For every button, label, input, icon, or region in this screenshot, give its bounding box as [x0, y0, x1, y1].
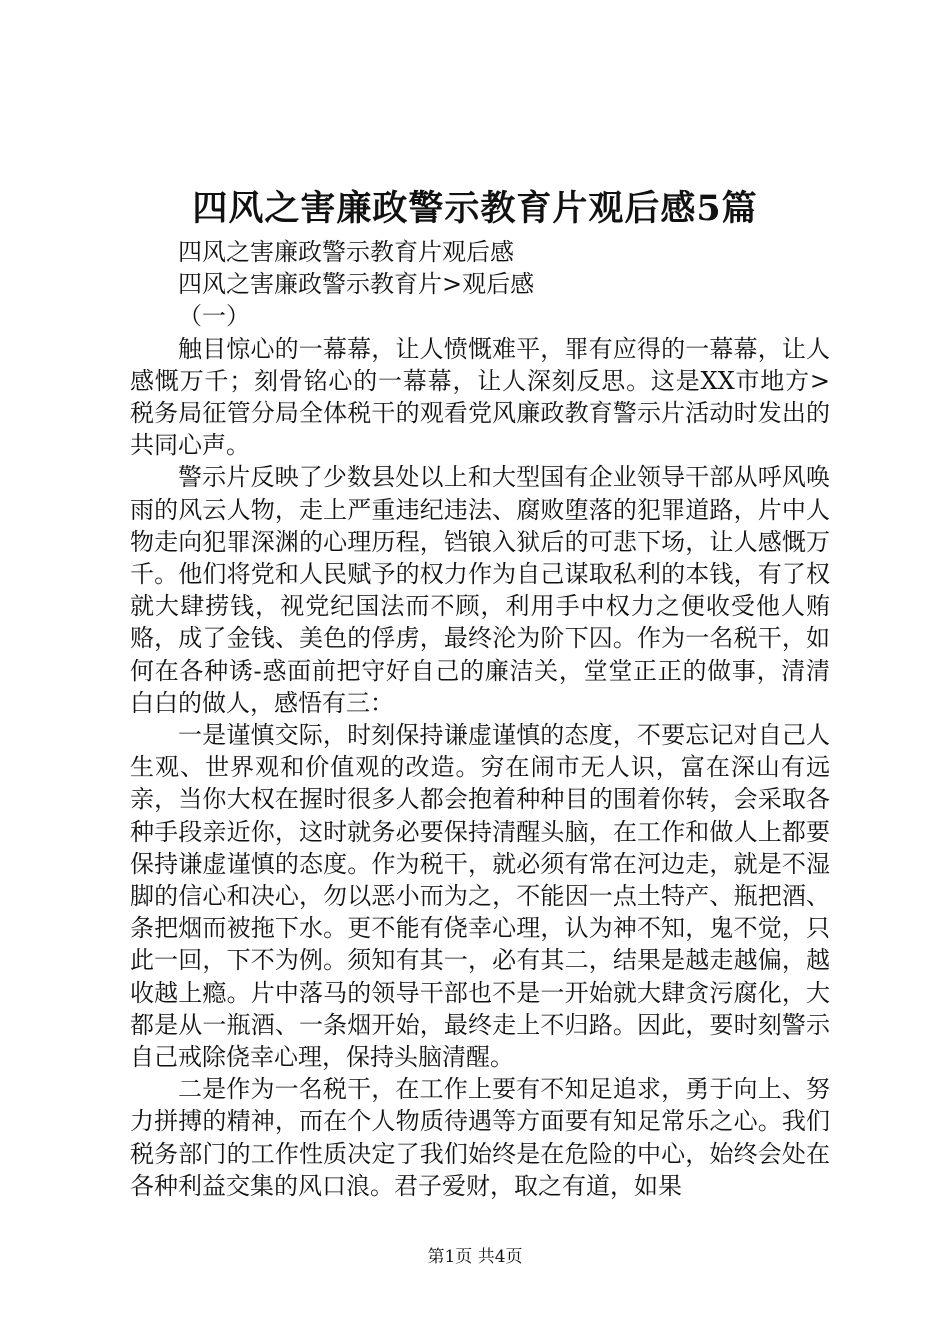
paragraph: 警示片反映了少数县处以上和大型国有企业领导干部从呼风唤雨的风云人物，走上严重违纪违法、腐败堕落的犯罪道路，片中人物走向犯罪深渊的心理历程，铛锒入狱后的可悲下场，让人感慨万千。他们将党和人民赋予的权力作为自己谋取私利的本钱，有了权就大肆捞钱，视党纪国法而不顾，利用手中权力之便收受他人贿赂，成了金钱、美色的俘虏，最终沦为阶下囚。作为一名税干，如何在各种诱-惑面前把守好自己的廉洁关，堂堂正正的做事，清清白白的做人，感悟有三：	[130, 463, 830, 717]
paragraph: 二是作为一名税干，在工作上要有不知足追求，勇于向上、努力拼搏的精神，而在个人物质待遇等方面要有知足常乐之心。我们税务部门的工作性质决定了我们始终是在危险的中心，始终会处在各种利益交集的风口浪。君子爱财，取之有道，如果	[130, 1075, 830, 1200]
paragraph: 一是谨慎交际，时刻保持谦虚谨慎的态度，不要忘记对自己人生观、世界观和价值观的改造。穷在闹市无人识，富在深山有远亲，当你大权在握时很多人都会抱着种种目的围着你转，会采取各种手段亲近你，这时就务必要保持清醒头脑，在工作和做人上都要保持谦虚谨慎的态度。作为税干，就必须有常在河边走，就是不湿脚的信心和决心，勿以恶小而为之，不能因一点土特产、瓶把酒、条把烟而被拖下水。更不能有侥幸心理，认为神不知，鬼不觉，只此一回，下不为例。须知有其一，必有其二，结果是越走越偏，越收越上瘾。片中落马的领导干部也不是一开始就大肆贪污腐化，大都是从一瓶酒、一条烟开始，最终走上不归路。因此，要时刻警示自己戒除侥幸心理，保持头脑清醒。	[130, 721, 830, 1072]
section-label: （一）	[178, 302, 250, 331]
document-title: 四风之害廉政警示教育片观后感5篇	[192, 188, 758, 229]
subtitle-line: 四风之害廉政警示教育片观后感	[178, 238, 514, 266]
subtitle-line: 四风之害廉政警示教育片>观后感	[178, 270, 535, 299]
document-body	[130, 236, 830, 1202]
page-footer: 第1页 共4页	[427, 1247, 523, 1267]
paragraph: 触目惊心的一幕幕，让人愤慨难平，罪有应得的一幕幕，让人感慨万千；刻骨铭心的一幕幕，让人深刻反思。这是XX市地方>税务局征管分局全体税干的观看党风廉政教育警示片活动时发出的共同心声。	[130, 334, 830, 460]
